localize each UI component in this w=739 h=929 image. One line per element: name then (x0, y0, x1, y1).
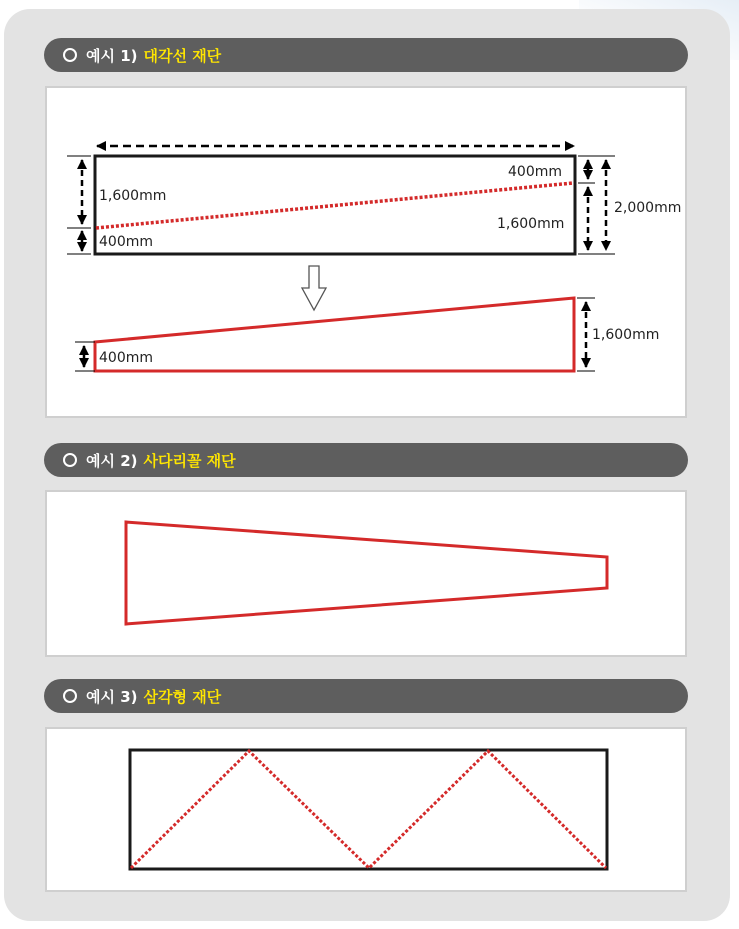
section-title: 삼각형 재단 (143, 687, 222, 706)
trapezoid-cut-diagram (45, 490, 687, 657)
diagonal-cut-svg (47, 88, 685, 416)
triangle-cut-lines (131, 751, 606, 868)
section-title: 대각선 재단 (143, 46, 222, 65)
section-header-3 (44, 679, 688, 713)
diagonal-cut-diagram (45, 86, 687, 418)
section-prefix: 예시 2) (86, 451, 138, 470)
section-title: 사다리꼴 재단 (143, 451, 236, 470)
circle-bullet-icon (63, 689, 77, 703)
trapezoid-cut-svg (47, 492, 685, 655)
circle-bullet-icon (63, 453, 77, 467)
circle-bullet-icon (63, 48, 77, 62)
dim-label-right-mid: 1,600mm (497, 216, 565, 232)
dim-label-left-top: 1,600mm (99, 188, 167, 204)
section-header-1 (44, 38, 688, 72)
trapezoid-shape (126, 522, 607, 624)
dim-label-result-right: 1,600mm (592, 327, 660, 343)
section-header-2 (44, 443, 688, 477)
panel-rectangle (130, 750, 607, 869)
section-prefix: 예시 3) (86, 687, 138, 706)
result-cut-shape (95, 298, 574, 371)
down-arrow-icon (302, 266, 326, 310)
triangle-cut-svg (47, 729, 685, 890)
section-prefix: 예시 1) (86, 46, 138, 65)
dim-label-right-top: 400mm (508, 164, 562, 180)
dim-label-result-left: 400mm (99, 350, 153, 366)
dim-label-right-total: 2,000mm (614, 200, 682, 216)
dim-label-left-bottom: 400mm (99, 234, 153, 250)
triangle-cut-diagram (45, 727, 687, 892)
